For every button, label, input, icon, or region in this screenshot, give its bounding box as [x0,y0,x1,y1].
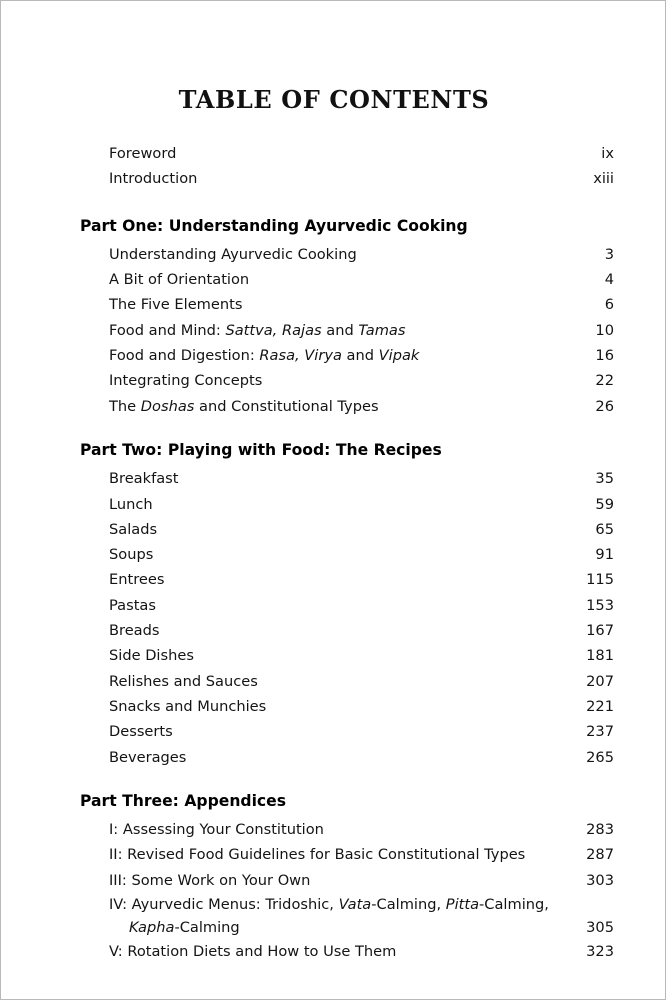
toc-entry-page: 237 [586,723,614,741]
toc-list [80,141,614,964]
toc-entry-page: 3 [604,245,614,263]
toc-entry-page: 115 [586,571,614,589]
toc-entry-label: Relishes and Sauces [109,672,258,690]
toc-entry-label: Breakfast [109,470,179,488]
toc-entry-breakfast[interactable] [80,466,614,491]
toc-entry-label: Breads [109,622,160,640]
toc-entry-salads[interactable] [80,517,614,542]
toc-entry-introduction[interactable] [80,166,614,191]
toc-entry-relishes-and-sauces[interactable] [80,669,614,694]
toc-entry-label: Soups [109,546,154,564]
toc-entry-label: The Five Elements [109,296,243,314]
toc-entry-label: The Doshas and Constitutional Types [109,397,379,415]
toc-entry-page: 323 [586,943,614,961]
toc-entry-label: Integrating Concepts [109,372,263,390]
toc-entry-entrees[interactable] [80,567,614,592]
toc-entry-page: 167 [586,622,614,640]
toc-entry-page: 59 [595,495,614,513]
toc-entry-label: II: Revised Food Guidelines for Basic Constitutional Types [109,846,526,864]
toc-entry-label: A Bit of Orientation [109,271,250,289]
toc-entry-page: 22 [595,372,614,390]
toc-entry-label-line2: Kapha-Calming [129,919,240,937]
toc-entry-page: 303 [586,871,614,889]
toc-entry-integrating-concepts[interactable] [80,368,614,393]
toc-entry-appendix-v[interactable] [80,939,614,964]
toc-entry-label: Beverages [109,748,187,766]
toc-entry-label: Pastas [109,596,156,614]
toc-entry-page: ix [601,145,614,162]
toc-entry-label: Understanding Ayurvedic Cooking [109,245,357,263]
toc-entry-foreword[interactable] [80,141,614,166]
toc-entry-understanding-ayurvedic-cooking[interactable] [80,242,614,267]
toc-entry-food-and-mind[interactable] [80,318,614,343]
toc-entry-beverages[interactable] [80,745,614,770]
part-heading-three: Part Three: Appendices [80,791,287,810]
toc-entry-page: 207 [586,672,614,690]
toc-entry-label: Salads [109,520,158,538]
toc-entry-page: 283 [586,821,614,839]
toc-entry-label: Foreword [109,145,177,162]
toc-entry-label: Lunch [109,495,153,513]
toc-entry-appendix-ii[interactable] [80,842,614,867]
toc-entry-label: Snacks and Munchies [109,697,267,715]
toc-entry-food-and-digestion[interactable] [80,343,614,368]
toc-entry-appendix-iv[interactable] [80,893,614,939]
toc-entry-page: 265 [586,748,614,766]
toc-entry-label: I: Assessing Your Constitution [109,821,324,839]
toc-entry-label: III: Some Work on Your Own [109,871,311,889]
toc-entry-a-bit-of-orientation[interactable] [80,267,614,292]
toc-entry-label: V: Rotation Diets and How to Use Them [109,943,397,961]
toc-entry-page: 221 [586,697,614,715]
toc-entry-label: Desserts [109,723,173,741]
toc-entry-appendix-i[interactable] [80,817,614,842]
page-title: TABLE OF CONTENTS [178,85,490,114]
toc-entry-lunch[interactable] [80,492,614,517]
toc-entry-label: Side Dishes [109,647,194,665]
part-heading-one: Part One: Understanding Ayurvedic Cooking [80,216,468,235]
toc-entry-page: 6 [604,296,614,314]
toc-entry-page: 91 [595,546,614,564]
toc-entry-the-five-elements[interactable] [80,292,614,317]
toc-entry-page: 16 [595,347,614,365]
toc-entry-page: 10 [595,321,614,339]
toc-entry-appendix-iii[interactable] [80,868,614,893]
part-heading-two: Part Two: Playing with Food: The Recipes [80,440,442,459]
toc-entry-page: 305 [586,919,614,937]
toc-entry-desserts[interactable] [80,719,614,744]
toc-entry-snacks-and-munchies[interactable] [80,694,614,719]
toc-entry-label: Entrees [109,571,165,589]
toc-entry-page: 4 [604,271,614,289]
toc-entry-label: Food and Digestion: Rasa, Virya and Vipak [109,347,420,365]
toc-entry-page: 65 [595,520,614,538]
toc-entry-page: 287 [586,846,614,864]
toc-entry-side-dishes[interactable] [80,643,614,668]
toc-entry-page: 35 [595,470,614,488]
toc-entry-the-doshas[interactable] [80,394,614,419]
toc-entry-label: Food and Mind: Sattva, Rajas and Tamas [109,321,406,339]
toc-entry-pastas[interactable] [80,593,614,618]
toc-entry-breads[interactable] [80,618,614,643]
toc-entry-page: 153 [586,596,614,614]
toc-entry-page: 181 [586,647,614,665]
toc-entry-label-line1: IV: Ayurvedic Menus: Tridoshic, Vata-Calming, Pitta-Calming, [109,896,549,914]
toc-entry-page: 26 [595,397,614,415]
toc-entry-label: Introduction [109,170,198,188]
toc-entry-soups[interactable] [80,542,614,567]
toc-entry-page: xiii [593,170,614,188]
